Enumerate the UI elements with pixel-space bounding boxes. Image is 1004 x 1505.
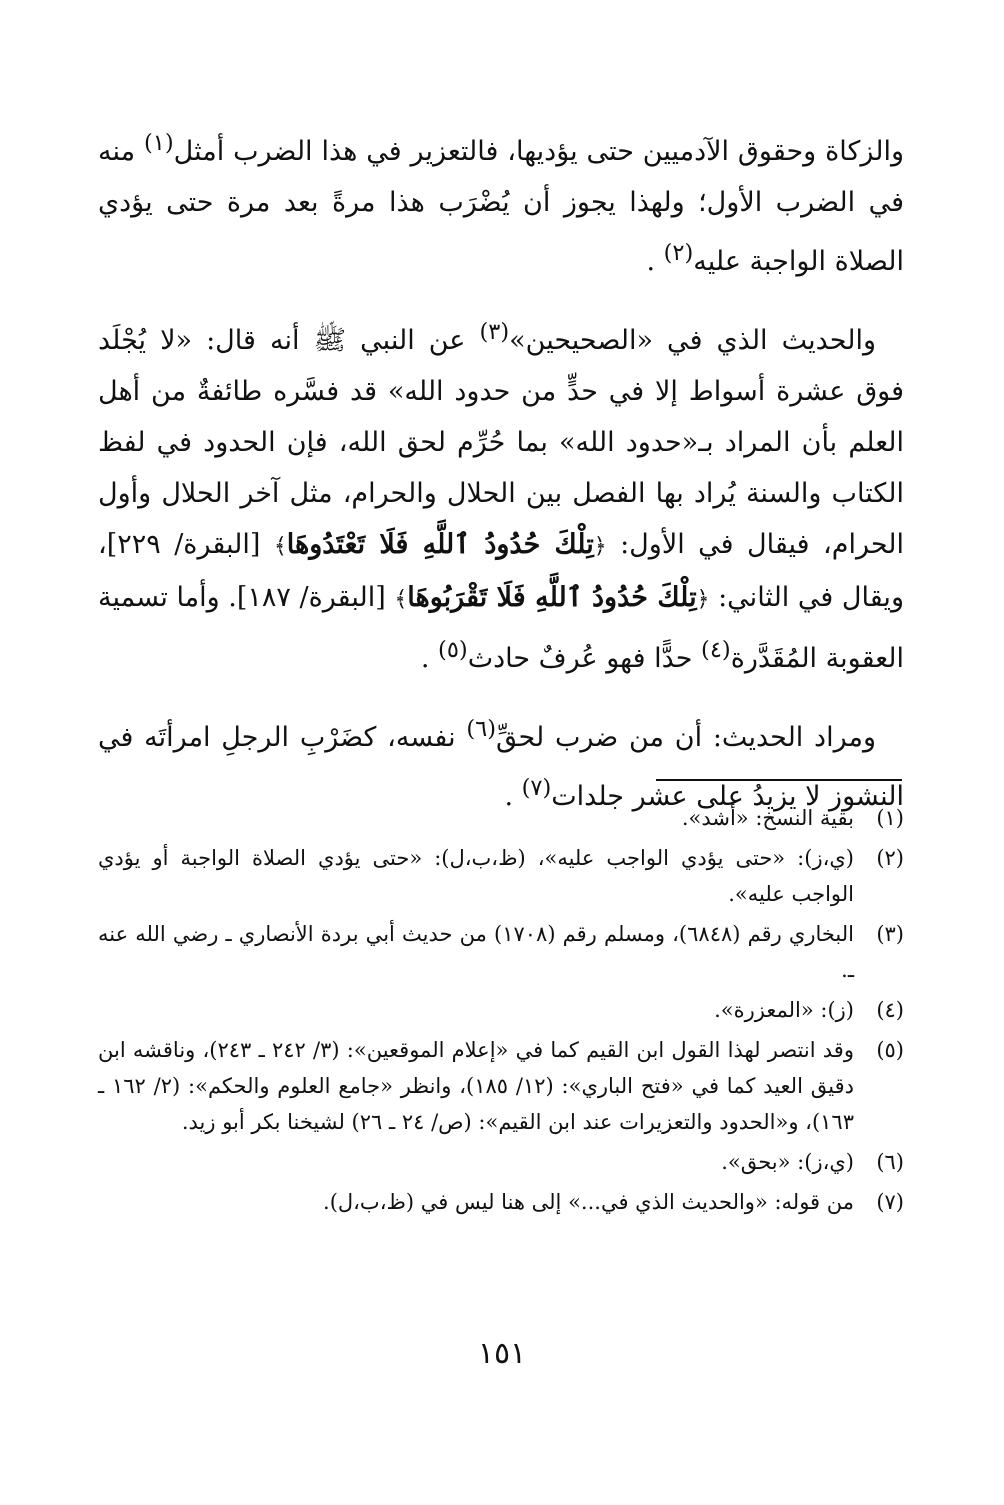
quran-verse-2: تِلْكَ حُدُودُ ٱللَّهِ فَلَا تَقْرَبُوهَا — [407, 582, 697, 613]
footnote-number: (٣) — [876, 922, 904, 946]
footnote — [98, 1032, 904, 1140]
text-run: منه في الضرب الأول؛ ولهذا يجوز أن يُضْرَب هذا مرةً بعد مرة حتى يؤدي الصلاة الواجبة عليه — [98, 136, 904, 277]
quran-bracket: ﴾ — [273, 534, 287, 559]
footnote — [98, 840, 904, 912]
quran-bracket: ﴾ — [394, 587, 408, 612]
footnote-text: البخاري رقم (٦٨٤٨)، ومسلم رقم (١٧٠٨) من حديث أبي بردة الأنصاري ـ رضي الله عنه ـ. — [98, 922, 855, 982]
footnote — [98, 992, 904, 1028]
text-run: حدًّا فهو عُرفٌ حادث — [467, 643, 702, 674]
footnote-number: (٤) — [876, 998, 904, 1022]
footnotes — [98, 800, 904, 1224]
text-run: والحديث الذي في «الصحيحين» — [509, 325, 876, 356]
page-number: ١٥١ — [477, 1336, 527, 1371]
main-text — [98, 118, 904, 842]
quran-bracket: ﴿ — [696, 587, 710, 612]
footnote-text: (ز): «المعزرة». — [714, 998, 854, 1022]
footnote-number: (٥) — [876, 1038, 904, 1062]
footnote — [98, 1144, 904, 1180]
footnote-text: من قوله: «والحديث الذي في...» إلى هنا ليس في (ظ،ب،ل). — [323, 1190, 854, 1214]
text-run: نفسه، كضَرْبِ الرجلِ امرأتَه في النشوز لا يزيدُ على عشر جلدات — [98, 722, 904, 812]
footnote-number: (٦) — [876, 1150, 904, 1174]
footnote-text: (ي،ز): «بحق». — [721, 1150, 854, 1174]
footnote-ref-3[interactable]: (٣) — [479, 319, 510, 345]
footnote-ref-7[interactable]: (٧) — [521, 775, 552, 801]
footnote-number: (٧) — [876, 1190, 904, 1214]
footnote-ref-1[interactable]: (١) — [143, 130, 174, 156]
footnote-number: (١) — [876, 806, 904, 830]
footnote-text: وقد انتصر لهذا القول ابن القيم كما في «إعلام الموقعين»: (٣/ ٢٤٢ ـ ٢٤٣)، وناقشه ابن دقيق العيد كما في «فتح الباري»: (١٢/ ١٨٥)، وانظر «جامع العلوم والحكم»: (٢/ ١٦٢ ـ ١٦٣)، و«الحدود والتعزيرات عند ابن القيم»: (ص/ ٢٤ ـ ٢٦) لشيخنا بكر أبو زيد. — [98, 1038, 854, 1134]
footnote — [98, 916, 904, 988]
quran-verse-1: تِلْكَ حُدُودُ ٱللَّهِ فَلَا تَعْتَدُوهَا — [286, 529, 594, 560]
text-run: [البقرة/ ١٨٧]. وأما تسمية العقوبة المُقَدَّرة — [98, 582, 904, 674]
text-run: . — [420, 643, 439, 674]
footnote-text: (ي،ز): «حتى يؤدي الواجب عليه»، (ظ،ب،ل): «حتى يؤدي الصلاة الواجبة أو يؤدي الواجب عليه». — [98, 846, 854, 906]
footnote — [98, 1184, 904, 1220]
footnote-divider — [656, 779, 902, 781]
footnote — [98, 800, 904, 836]
text-run: ومراد الحديث: أن من ضرب لحقِّ — [496, 722, 876, 753]
quran-bracket: ﴿ — [593, 534, 607, 559]
footnote-ref-4[interactable]: (٤) — [701, 637, 731, 663]
footnote-number: (٢) — [876, 846, 904, 870]
footnote-text: بقية النسخ: «أشد». — [681, 806, 854, 830]
text-run: عن النبي ﷺ أنه قال: «لا يُجْلَد فوق عشرة أسواط إلا في حدٍّ من حدود الله» قد فسَّره طائفةٌ من أهل العلم بأن المراد بـ«حدود الله» بما حُرِّم لحق الله، فإن الحدود في لفظ الكتاب والسنة يُراد بها الفصل بين الحلال والحرام، مثل آخر الحلال وأول الحرام، فيقال في الأول: — [98, 325, 905, 560]
footnote-ref-6[interactable]: (٦) — [466, 716, 497, 742]
paragraph-2 — [98, 307, 904, 684]
text-run: . — [504, 781, 522, 812]
text-run: . — [646, 246, 664, 277]
text-run: والزكاة وحقوق الآدميين حتى يؤديها، فالتعزير في هذا الضرب أمثل — [173, 136, 904, 167]
footnote-ref-2[interactable]: (٢) — [663, 240, 694, 266]
paragraph-1 — [98, 118, 904, 287]
text-run: [البقرة/ ٢٢٩]، ويقال في الثاني: — [98, 529, 904, 613]
footnote-ref-5[interactable]: (٥) — [438, 637, 468, 663]
